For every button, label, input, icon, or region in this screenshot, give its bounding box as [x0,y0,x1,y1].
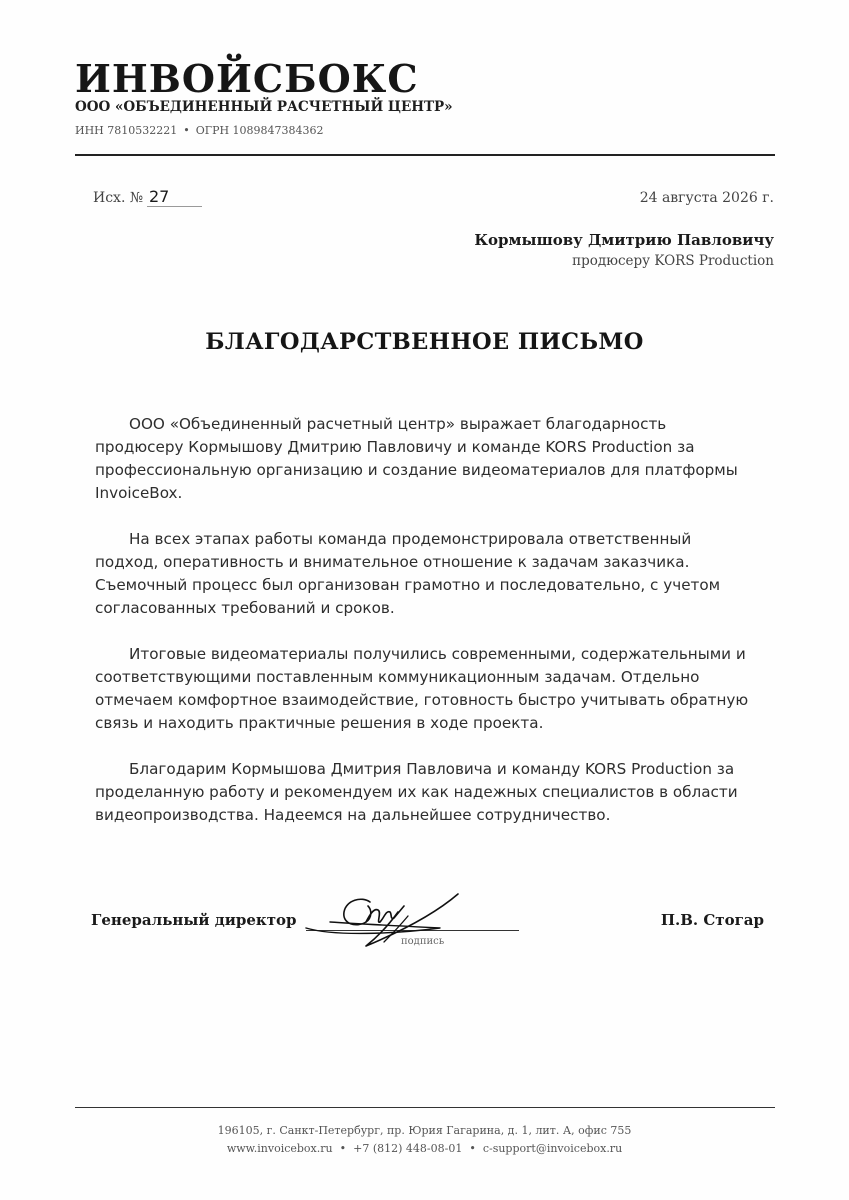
body-paragraph-2: На всех этапах работы команда продемонстрировала ответственный подход, оперативность и внимательное отношение к задачам заказчика. Съемочный процесс был организован грамотно и последовательно, с учетом согласованных требований и сроков. [95,530,721,617]
outgoing-number-label: Исх. № [93,190,144,206]
signature-caption: подпись [401,936,445,947]
document-title: БЛАГОДАРСТВЕННОЕ ПИСЬМО [205,329,644,355]
footer-address: 196105, г. Санкт-Петербург, пр. Юрия Гагарина, д. 1, лит. А, офис 755 [217,1124,632,1137]
body-paragraph-4: Благодарим Кормышова Дмитрия Павловича и команду KORS Production за проделанную работу и рекомендуем их как надежных специалистов в области видеопроизводства. Надеемся на дальнейшее сотрудничество. [95,760,738,824]
header-divider [75,154,775,156]
handwritten-signature [300,888,465,953]
company-name: ООО «ОБЪЕДИНЕННЫЙ РАСЧЕТНЫЙ ЦЕНТР» [75,99,453,115]
signatory-position: Генеральный директор [91,911,297,929]
ogrn-number: ОГРН 1089847384362 [195,124,324,137]
signatory-name: П.В. Стогар [660,911,764,929]
footer-website-link[interactable]: www.invoicebox.ru [226,1142,333,1155]
inn-number: ИНН 7810532221 [75,124,178,137]
footer-email-link[interactable]: c-support@invoicebox.ru [482,1142,623,1155]
recipient-role: продюсеру KORS Production [572,253,774,269]
separator-dot: • [469,1142,476,1155]
body-paragraph-1: ООО «Объединенный расчетный центр» выражает благодарность продюсеру Кормышову Дмитрию Павловичу и команде KORS Production за профессиональную организацию и создание видеоматериалов для платформы InvoiceBox. [95,415,738,502]
body-paragraph-3: Итоговые видеоматериалы получились современными, содержательными и соответствующими поставленным коммуникационным задачам. Отдельно отмечаем комфортное взаимодействие, готовность быстро учитывать обратную связь и находить практичные решения в ходе проекта. [95,645,749,732]
outgoing-number-field[interactable]: 27 [147,187,202,207]
footer-contacts [0,1142,849,1155]
footer-divider [75,1107,775,1108]
footer-phone: +7 (812) 448-08-01 [353,1142,463,1155]
brand-logo-text: ИНВОЙСБОКС [75,56,419,101]
letter-date: 24 августа 2026 г. [639,190,774,206]
letter-body [95,413,755,850]
separator-dot: • [339,1142,347,1155]
separator-dot: • [183,124,190,137]
company-registration [75,124,324,137]
recipient-name: Кормышову Дмитрию Павловичу [474,231,774,249]
